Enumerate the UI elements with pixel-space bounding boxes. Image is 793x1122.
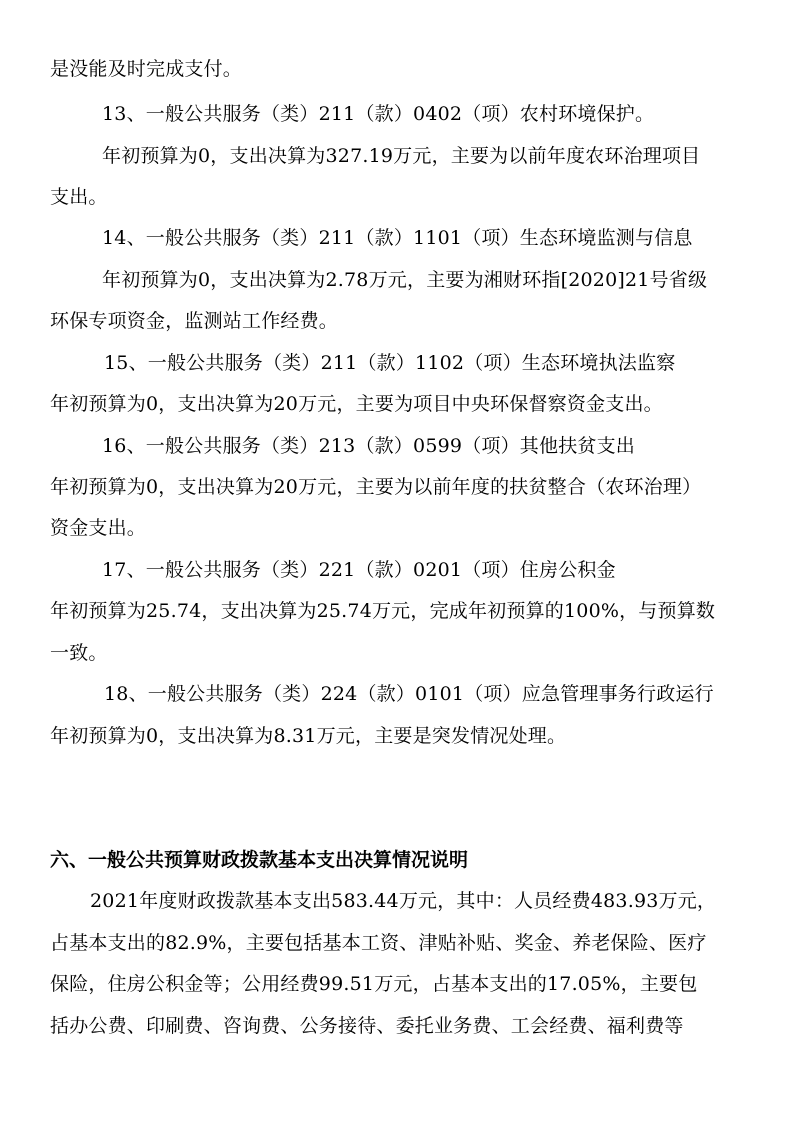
section-6-body-line-3: 保险，住房公积金等；公用经费99.51万元，占基本支出的17.05%，主要包	[50, 973, 698, 995]
section-6-body-line-4: 括办公费、印刷费、咨询费、公务接待、委托业务费、工会经费、福利费等	[50, 1015, 684, 1037]
item-13-body-line-2: 支出。	[50, 186, 108, 208]
paragraph-continuation: 是没能及时完成支付。	[50, 58, 243, 80]
section-6-body-line-2: 占基本支出的82.9%，主要包括基本工资、津贴补贴、奖金、养老保险、医疗	[50, 932, 707, 954]
section-6-body-line-1: 2021年度财政拨款基本支出583.44万元，其中：人员经费483.93万元，	[90, 890, 717, 912]
item-13-title: 13、一般公共服务（类）211（款）0402（项）农村环境保护。	[102, 103, 655, 125]
item-18-body-line-1: 年初预算为0，支出决算为8.31万元，主要是突发情况处理。	[50, 725, 567, 747]
item-17-title: 17、一般公共服务（类）221（款）0201（项）住房公积金	[102, 559, 616, 581]
item-15-title: 15、一般公共服务（类）211（款）1102（项）生态环境执法监察	[104, 352, 676, 374]
section-6-heading: 六、一般公共预算财政拨款基本支出决算情况说明	[50, 849, 469, 871]
item-17-body-line-2: 一致。	[50, 642, 108, 664]
item-14-body-line-1: 年初预算为0，支出决算为2.78万元，主要为湘财环指[2020]21号省级	[102, 269, 708, 291]
item-15-body-line-1: 年初预算为0，支出决算为20万元，主要为项目中央环保督察资金支出。	[50, 393, 663, 415]
item-16-body-line-2: 资金支出。	[50, 517, 147, 539]
item-18-title: 18、一般公共服务（类）224（款）0101（项）应急管理事务行政运行	[104, 683, 714, 705]
item-13-body-line-1: 年初预算为0，支出决算为327.19万元，主要为以前年度农环治理项目	[102, 145, 701, 167]
item-14-title: 14、一般公共服务（类）211（款）1101（项）生态环境监测与信息	[102, 227, 693, 249]
item-14-body-line-2: 环保专项资金，监测站工作经费。	[50, 310, 339, 332]
item-16-title: 16、一般公共服务（类）213（款）0599（项）其他扶贫支出	[102, 435, 635, 457]
item-17-body-line-1: 年初预算为25.74，支出决算为25.74万元，完成年初预算的100%，与预算数	[50, 600, 716, 622]
item-16-body-line-1: 年初预算为0，支出决算为20万元，主要为以前年度的扶贫整合（农环治理）	[50, 476, 702, 498]
